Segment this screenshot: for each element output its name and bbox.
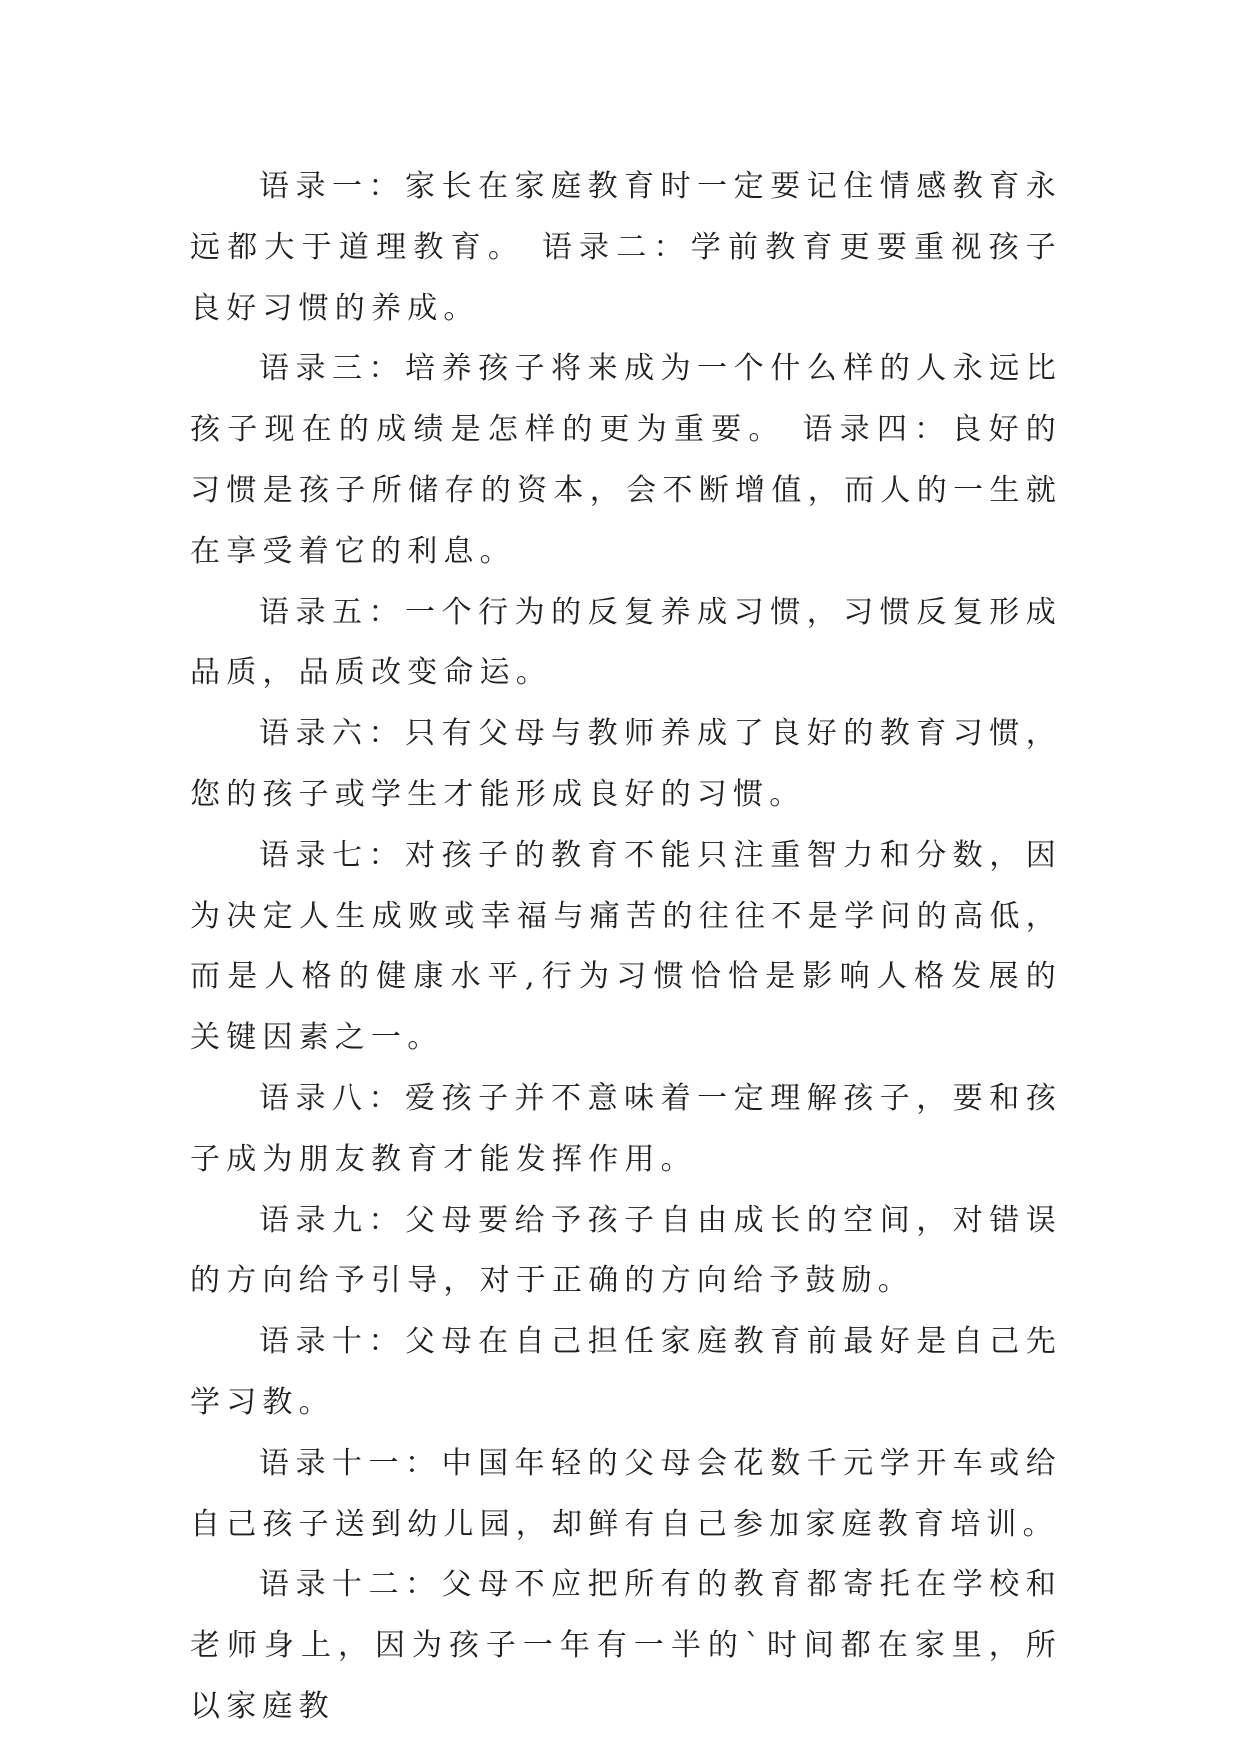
paragraph-quote-8: 语录八：爱孩子并不意味着一定理解孩子，要和孩子成为朋友教育才能发挥作用。	[190, 1080, 1062, 1177]
paragraph-quote-9: 语录九：父母要给予孩子自由成长的空间，对错误的方向给予引导，对于正确的方向给予鼓励。	[190, 1202, 1062, 1299]
paragraph-quote-5: 语录五：一个行为的反复养成习惯，习惯反复形成品质，品质改变命运。	[190, 594, 1062, 691]
document-page	[190, 157, 1062, 1738]
paragraph-quote-1-2: 语录一：家长在家庭教育时一定要记住情感教育永远都大于道理教育。 语录二：学前教育更要重视孩子良好习惯的养成。	[190, 169, 1062, 326]
paragraph-quote-6: 语录六：只有父母与教师养成了良好的教育习惯，您的孩子或学生才能形成良好的习惯。	[190, 716, 1062, 812]
paragraph-quote-12: 语录十二：父母不应把所有的教育都寄托在学校和老师身上，因为孩子一年有一半的`时间都在家里，所以家庭教	[190, 1567, 1062, 1724]
paragraph-quote-11: 语录十一：中国年轻的父母会花数千元学开车或给自己孩子送到幼儿园，却鲜有自己参加家庭教育培训。	[190, 1445, 1062, 1542]
paragraph-quote-7: 语录七：对孩子的教育不能只注重智力和分数，因为决定人生成败或幸福与痛苦的往往不是学问的高低，而是人格的健康水平,行为习惯恰恰是影响人格发展的关键因素之一。	[190, 837, 1062, 1056]
paragraph-quote-3-4: 语录三：培养孩子将来成为一个什么样的人永远比孩子现在的成绩是怎样的更为重要。 语录四：良好的习惯是孩子所储存的资本，会不断增值，而人的一生就在享受着它的利息。	[190, 351, 1062, 569]
paragraph-quote-10: 语录十：父母在自己担任家庭教育前最好是自己先学习教。	[190, 1324, 1062, 1420]
